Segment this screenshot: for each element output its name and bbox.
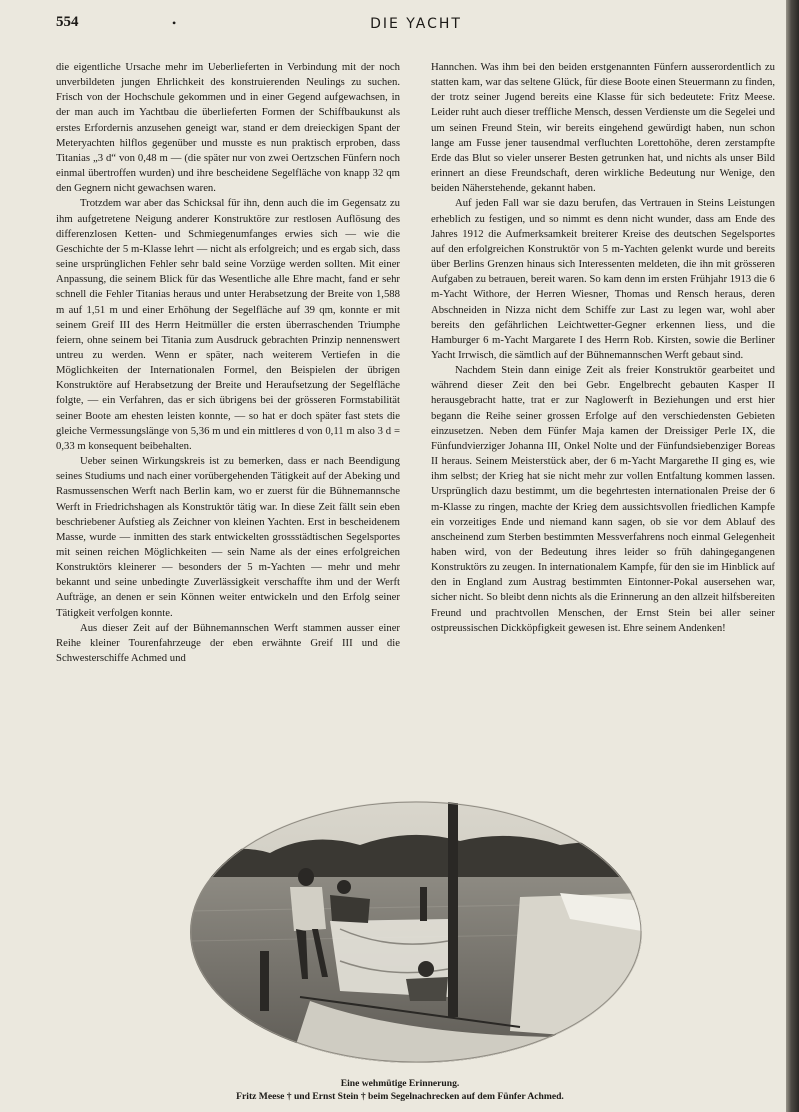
photo-caption-text: Fritz Meese † und Ernst Stein † beim Segelnachrecken auf dem Fünfer Achmed. bbox=[236, 1091, 564, 1102]
paragraph: Nachdem Stein dann einige Zeit als freier Konstruktör gearbeitet und während dieser Zeit den bei Gebr. Engelbrecht gebauten Kasper II herausgebracht hatte, trat er zur Naglowerft in Beziehungen und erst hier begann die Reihe seiner grossen Erfolge auf den verschiedensten Gebieten einzusetzen. Neben dem Fünfer Maja kamen der Dreissiger Perle IX, die Fünfundvierziger Johanna III, Onkel Nolte und der Fünfundsiebenziger Boreas II heraus. Seinem Meisterstück aber, der 6 m-Yacht Margarethe II ging es, wie ihm selbst; der Krieg hat sie nicht mehr zur vollen Entfaltung kommen lassen. Ursprünglich dazu bestimmt, um die begehrtesten internationalen Preise der 6 m-Klasse zu ringen, machte der Krieg dem aussichtsvollen friedlichen Kampfe ein vorzeitiges Ende und niemand kann sagen, ob sie vor dem Ablauf des anscheinend zum Sterben bestimmten Messverfahrens noch einmal Gelegenheit haben wird, von der Bedeutung ihres leider so früh dahingegangenen Konstruktörs zu zeugen. In internationalem Kampfe, für den sie im Hinblick auf den in England zum Austrag bestimmten Eintonner-Pokal ausersehen war, sicher nicht. So bleibt denn nichts als die Erinnerung an den allzeit hilfsbereiten Freund und prachtvollen Menschen, der Ernst Stein bei aller seiner ostpreussischen Dickköpfigkeit gewesen ist. Ehre seinem Andenken! bbox=[431, 364, 775, 634]
oval-photograph bbox=[190, 801, 642, 1063]
sailboat-photo-illustration bbox=[190, 801, 642, 1063]
left-text-column bbox=[56, 60, 400, 666]
scan-edge-shadow bbox=[786, 0, 799, 1112]
page-number: 554 bbox=[56, 14, 79, 30]
header-dot: • bbox=[172, 16, 177, 30]
paragraph: Ueber seinen Wirkungskreis ist zu bemerken, dass er nach Beendigung seines Studiums und nach einer vorübergehenden Tätigkeit auf der Abeking und Rasmussenschen Werft nach Berlin kam, wo er zuerst für die Bühnemannsche Werft in Friedrichshagen als Konstruktör tätig war. In diese Zeit fällt sein eben beschriebener Aufstieg als Zeichner von kleinen Yachten. Erst in bescheidenem Masse, wurde — inmitten des stark entwickelten grossstädtischen Segelsportes mit seinen reichen Möglichkeiten — sein Name als der eines erfolgreichen Konstruktörs kleinerer — besonders der 5 m-Yachten — mehr und mehr bekannt und seine unbedingte Zuverlässigkeit verschaffte ihm und der Werft Aufträge, an denen er sein Können weiter entwickeln und den Erfolg seiner Tätigkeit verfolgen konnte. bbox=[56, 455, 400, 619]
paragraph: Trotzdem war aber das Schicksal für ihn, denn auch die im Gegensatz zu ihm aufgetretene Neigung anderer Konstruktöre zur restlosen Auflösung des differenzlosen Ketten- und Schmiegenumfanges erwies sich — wie die Geschichte der 5 m-Klasse lehrt — nicht als erfolgreich; und es ergab sich, dass seine ursprünglichen Fehler sehr bald seine Vorzüge werden sollten. Mit einer Anpassung, die seinem Blick für das Wesentliche alle Ehre macht, fand er sehr schnell die Fehler Titanias heraus und unter Herabsetzung der Breite von 1,588 m auf 1,51 m und einer Erhöhung der Segelfläche auf 39 qm, konnte er mit seinem Greif III des Herrn Heitmüller die ersten überraschenden Triumphe feiern, ohne seinem bei Titania zum Ausdruck gebrachten Prinzip nennenswert untreu zu werden. Wenn er später, nach weiterem Vertiefen in die Möglichkeiten der Internationalen Formel, den Beispielen der übrigen Konstruktöre auf Herabsetzung der Breite und Heraufsetzung der Segelfläche folgte, — ein Verfahren, das er sich übrigens bei der grösseren Formstabilität seiner Boote am ehesten leisten konnte, — so hat er doch später fast stets die gleiche Vermessungslänge von 5,36 m und ein mittleres d von 0,11 m also 3 d = 0,33 m konsequent beibehalten. bbox=[56, 197, 400, 452]
page-header bbox=[56, 12, 776, 38]
paragraph: Aus dieser Zeit auf der Bühnemannschen Werft stammen ausser einer Reihe kleiner Tourenfahrzeuge der eben erwähnte Greif III und die Schwesterschiffe Achmed und bbox=[56, 621, 400, 665]
paragraph: Auf jeden Fall war sie dazu berufen, das Vertrauen in Steins Leistungen erheblich zu festigen, und so nimmt es denn nicht wunder, dass am Ende des Jahres 1912 die Aufmerksamkeit breiterer Kreise des deutschen Segelsportes auf den erfolgreichen Konstruktör von 5 m-Yachten gelenkt wurde und bereits über Berlins Grenzen hinaus sich Interessenten meldeten, die ihn mit grösseren Aufgaben zu betrauen, bereit waren. So kam denn im ersten Frühjahr 1913 die 6 m-Yacht Withore, der Herren Wiesner, Thomas und Rensch heraus, deren Abschneiden in Nizza nicht dem Schiffe zur Last zu legen war, wohl aber bereits den gefährlichen Leichtwetter-Gegner erkennen liess, und die Hamburger 6 m-Yacht Margarete I des Herrn Rob. Kirsten, sowie die Berliner Yacht Irrwisch, die sämtlich auf der Bühnemannschen Werft gebaut sind. bbox=[431, 197, 775, 361]
running-head: DIE YACHT bbox=[370, 16, 462, 32]
photo-caption-title: Eine wehmütige Erinnerung. bbox=[340, 1078, 460, 1089]
paragraph: Hannchen. Was ihm bei den beiden erstgenannten Fünfern ausserordentlich zu statten kam, war das seltene Glück, für diese Boote einen Steuermann zu finden, der trotz seiner Jugend bereits eine Klasse für sich bedeutete: Fritz Meese. Leider ruht auch dieser treffliche Mensch, dessen Verdienste um die Segelei und um seinen Freund Stein, wir bereits eingehend gewürdigt haben, nun schon lange am Fusse jener tausendmal verfluchten Lorettohöhe, deren zerstampfte Erde das Blut so vieler unserer Besten getrunken hat, und nichts als unser Bild erinnert an diese Freundschaft, deren wirkliche Bedeutung nur Wenige, den beiden Näherstehende, gekannt haben. bbox=[431, 61, 775, 195]
paragraph: die eigentliche Ursache mehr im Ueberlieferten in Verbindung mit der noch unverbildeten jungen Ehrlichkeit des konstruierenden Neulings zu suchen. Frisch von der Hochschule gekommen und in einer Gegend aufgewachsen, in der man auch im Yachtbau die überlieferten Formen der Schiffbaukunst als erstes Erfordernis anzusehen geneigt war, stand er dem dreieckigen Spant der Meteryachten hilflos gegenüber und musste es nun praktisch erproben, dass Titanias „3 d“ von 0,48 m — (die später nur von zwei Oertzschen Fünfern noch einmal übertroffen wurden) und ihre bescheidene Segelfläche von knapp 32 qm den Gegnern nicht gewachsen waren. bbox=[56, 61, 400, 195]
right-text-column bbox=[431, 60, 775, 636]
